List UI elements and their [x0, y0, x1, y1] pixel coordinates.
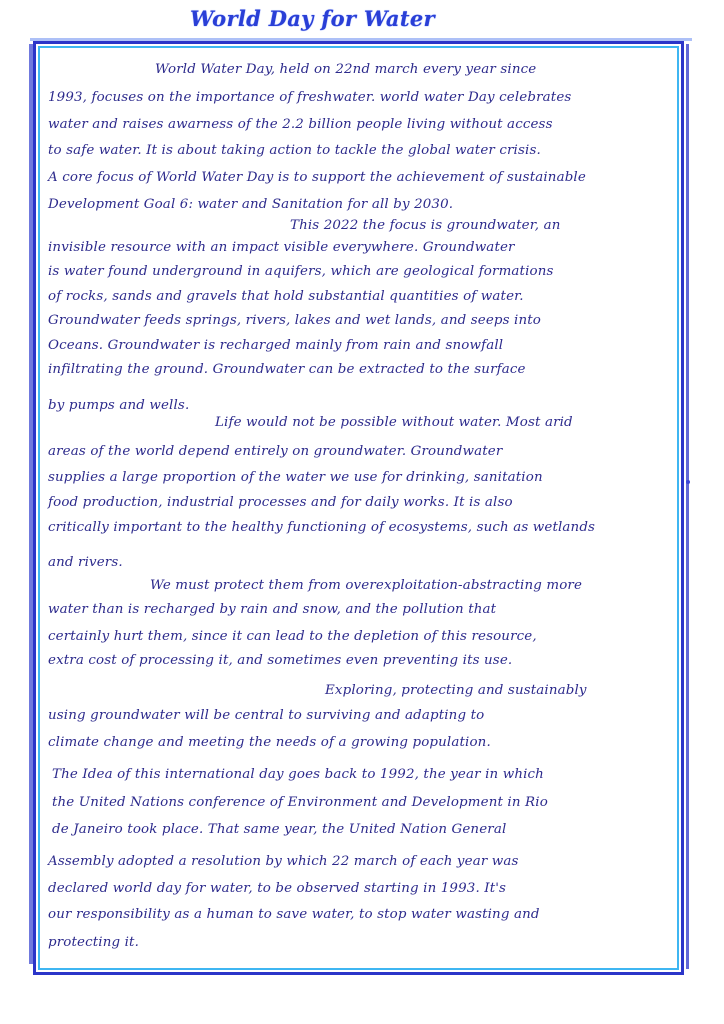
- text-line: Life would not be possible without water. Most arid: [215, 415, 573, 430]
- text-line: climate change and meeting the needs of a growing population.: [48, 735, 491, 750]
- text-line: de Janeiro took place. That same year, the United Nation General: [52, 822, 507, 837]
- text-line: using groundwater will be central to surviving and adapting to: [48, 708, 485, 723]
- text-line: of rocks, sands and gravels that hold substantial quantities of water.: [48, 289, 524, 304]
- text-line: food production, industrial processes and for daily works. It is also: [48, 495, 513, 510]
- text-line: World Water Day, held on 22nd march every year since: [155, 62, 537, 77]
- text-line: water than is recharged by rain and snow, and the pollution that: [48, 602, 497, 617]
- text-line: to safe water. It is about taking action to tackle the global water crisis.: [48, 143, 541, 158]
- text-line: The Idea of this international day goes back to 1992, the year in which: [52, 767, 544, 782]
- text-line: our responsibility as a human to save water, to stop water wasting and: [48, 907, 540, 922]
- text-line: declared world day for water, to be observed starting in 1993. It's: [48, 881, 507, 896]
- text-line: invisible resource with an impact visible everywhere. Groundwater: [48, 240, 515, 255]
- text-line: critically important to the healthy functioning of ecosystems, such as wetlands: [48, 520, 596, 535]
- text-line: extra cost of processing it, and sometimes even preventing its use.: [48, 653, 513, 668]
- text-line: certainly hurt them, since it can lead to the depletion of this resource,: [48, 629, 537, 644]
- text-line: areas of the world depend entirely on groundwater. Groundwater: [48, 444, 503, 459]
- text-line: protecting it.: [48, 935, 139, 950]
- text-line: We must protect them from overexploitation-abstracting more: [150, 578, 583, 593]
- text-line: This 2022 the focus is groundwater, an: [290, 218, 561, 233]
- ink-dot: [686, 480, 690, 484]
- text-line: by pumps and wells.: [48, 398, 190, 413]
- text-line: is water found underground in aquifers, which are geological formations: [48, 264, 554, 279]
- page-title: World Day for Water: [190, 6, 435, 31]
- text-line: and rivers.: [48, 555, 123, 570]
- text-line: Oceans. Groundwater is recharged mainly from rain and snowfall: [48, 338, 504, 353]
- text-line: water and raises awarness of the 2.2 billion people living without access: [48, 117, 553, 132]
- text-line: Groundwater feeds springs, rivers, lakes and wet lands, and seeps into: [48, 313, 542, 328]
- text-line: supplies a large proportion of the water we use for drinking, sanitation: [48, 470, 543, 485]
- text-line: A core focus of World Water Day is to support the achievement of sustainable: [48, 170, 586, 185]
- text-line: Exploring, protecting and sustainably: [325, 683, 587, 698]
- text-line: infiltrating the ground. Groundwater can be extracted to the surface: [48, 362, 526, 377]
- text-line: Assembly adopted a resolution by which 22 march of each year was: [48, 854, 519, 869]
- text-line: the United Nations conference of Environment and Development in Rio: [52, 795, 548, 810]
- text-line: Development Goal 6: water and Sanitation for all by 2030.: [48, 197, 454, 212]
- page-border-right-extra: [686, 44, 689, 969]
- text-line: 1993, focuses on the importance of freshwater. world water Day celebrates: [48, 90, 572, 105]
